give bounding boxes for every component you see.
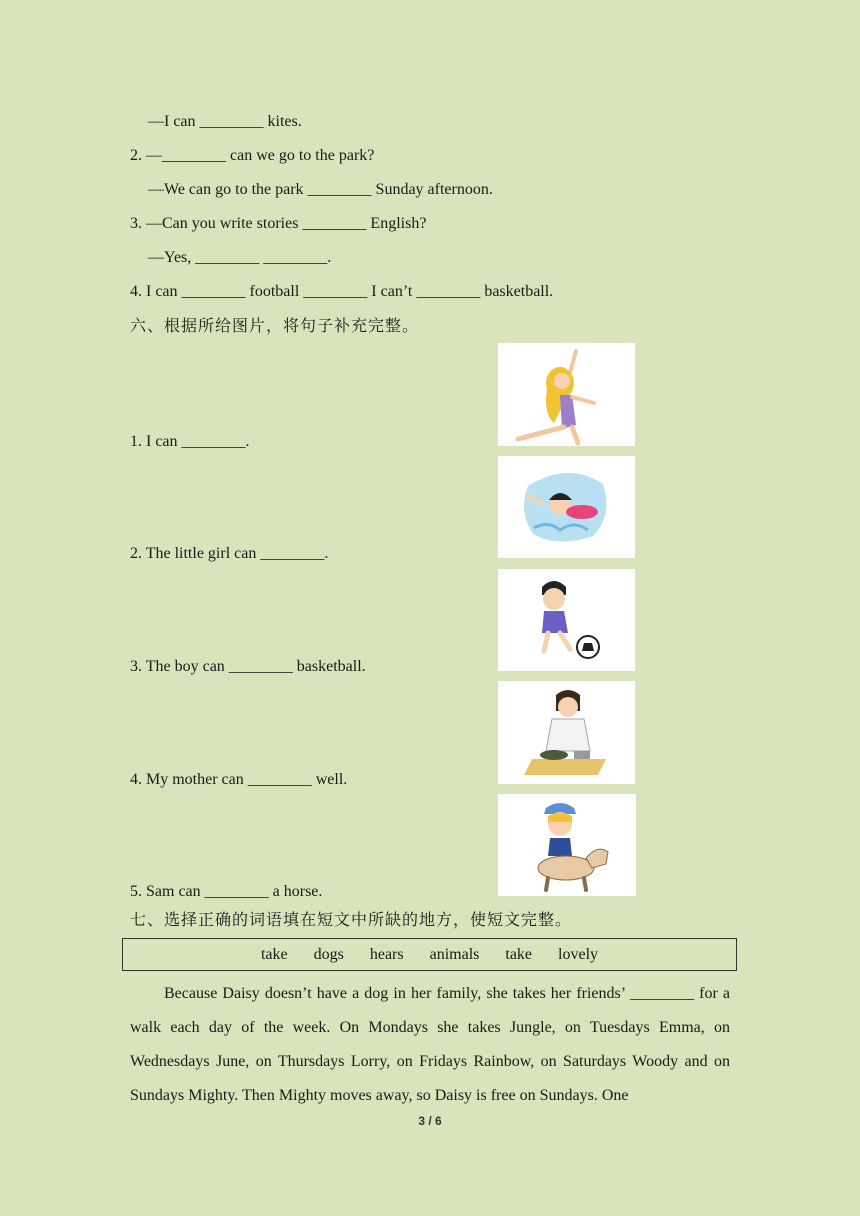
word-bank-box [122,938,737,971]
picture-item-2: 2. The little girl can ________. [130,545,329,562]
horse-riding-boy-icon [498,794,636,896]
football-boy-icon [498,569,635,671]
page-number: 3 / 6 [418,1114,442,1128]
q3-question-line: 3. —Can you write stories ________ English? [130,215,427,232]
word-bank-item: lovely [558,945,599,963]
picture-item-4: 4. My mother can ________ well. [130,771,348,788]
word-bank-item: dogs [313,945,344,963]
passage-text: Because Daisy doesn’t have a dog in her family, she takes her friends’ ________ for a walk each day of the week. On Mondays she takes Jungle, on Tuesdays Emma, on Wednesdays June, on Thursdays Lorry, on Fridays Rainbow, on Saturdays Woody and on Sundays Mighty. Then Mighty moves away, so Daisy is free on Sundays. One [130,985,730,1104]
q4-line: 4. I can ________ football ________ I can’t ________ basketball. [130,283,554,300]
section-seven-heading: 七、选择正确的词语填在短文中所缺的地方，使短文完整。 [130,910,573,929]
dancing-girl-icon [498,343,635,446]
word-bank-item: take [260,945,288,963]
q3-answer-line: —Yes, ________ ________. [148,249,332,266]
q1-answer-line: —I can ________ kites. [148,113,302,130]
section-six-heading: 六、根据所给图片，将句子补充完整。 [130,316,420,335]
word-bank-item: hears [369,945,404,963]
picture-item-3: 3. The boy can ________ basketball. [130,658,366,675]
q2-question-line: 2. —________ can we go to the park? [130,147,375,164]
word-bank-item: animals [429,945,480,963]
picture-item-1: 1. I can ________. [130,433,250,450]
cloze-passage [130,977,730,1113]
picture-item-5: 5. Sam can ________ a horse. [130,883,323,900]
q2-answer-line: —We can go to the park ________ Sunday afternoon. [148,181,493,198]
cooking-mother-icon [498,681,635,784]
swimming-girl-icon [498,456,635,558]
word-bank-item: take [505,945,533,963]
